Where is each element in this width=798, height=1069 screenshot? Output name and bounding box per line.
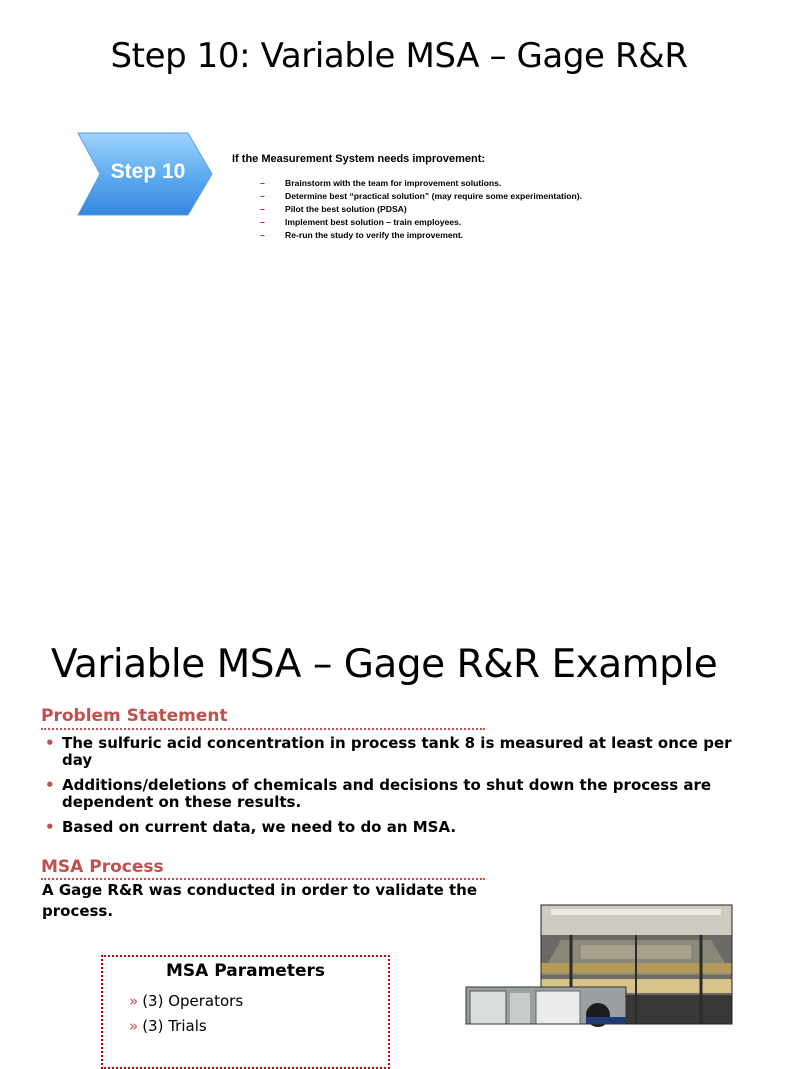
bullet-text: The sulfuric acid concentration in process tank 8 is measured at least once per day [62, 734, 732, 769]
list-item [260, 177, 582, 190]
intro-text: If the Measurement System needs improvement: [232, 153, 486, 165]
list-item-text: Pilot the best solution (PDSA) [285, 204, 407, 214]
step-label: Step 10 [110, 160, 186, 183]
list-item [129, 1014, 243, 1039]
list-item [45, 777, 745, 811]
slide-gage-rr-example [0, 612, 768, 1035]
dash-marker: – [260, 217, 265, 227]
dash-marker: – [260, 230, 265, 240]
dash-marker: – [260, 178, 265, 188]
parameter-text: (3) Trials [142, 1017, 207, 1035]
msa-parameters-box [101, 955, 390, 1069]
dash-marker: – [260, 191, 265, 201]
improvement-steps-list [260, 177, 582, 242]
list-item [260, 203, 582, 216]
dash-marker: – [260, 204, 265, 214]
list-item-text: Brainstorm with the team for improvement solutions. [285, 178, 502, 188]
parameters-title: MSA Parameters [166, 961, 325, 981]
list-item [260, 229, 582, 242]
bullet-marker: • [45, 776, 55, 794]
list-item [260, 216, 582, 229]
list-item [129, 989, 243, 1014]
section-divider [41, 728, 485, 730]
list-item-text: Implement best solution – train employees. [285, 217, 462, 227]
bullet-marker: • [45, 818, 55, 836]
bullet-text: Based on current data, we need to do an MSA. [62, 818, 457, 836]
double-chevron-icon: » [129, 992, 139, 1010]
problem-statement-heading: Problem Statement [41, 706, 228, 726]
process-description: A Gage R&R was conducted in order to validate the process. [42, 881, 478, 920]
list-item [260, 190, 582, 203]
bullet-text: Additions/deletions of chemicals and decisions to shut down the process are dependent on these results. [62, 776, 712, 811]
problem-bullets [45, 735, 745, 844]
list-item-text: Determine best “practical solution” (may require some experimentation). [285, 191, 583, 201]
list-item [45, 735, 745, 769]
double-chevron-icon: » [129, 1017, 139, 1035]
slide-title: Variable MSA – Gage R&R Example [50, 642, 718, 687]
step-chevron [76, 132, 213, 216]
list-item [45, 819, 745, 836]
bullet-marker: • [45, 734, 55, 752]
list-item-text: Re-run the study to verify the improvement. [285, 230, 464, 240]
parameter-text: (3) Operators [142, 992, 244, 1010]
slide-title: Step 10: Variable MSA – Gage R&R [110, 36, 688, 76]
msa-process-heading: MSA Process [41, 857, 164, 877]
parameters-list [129, 989, 243, 1039]
lab-equipment-photo [466, 987, 626, 1024]
